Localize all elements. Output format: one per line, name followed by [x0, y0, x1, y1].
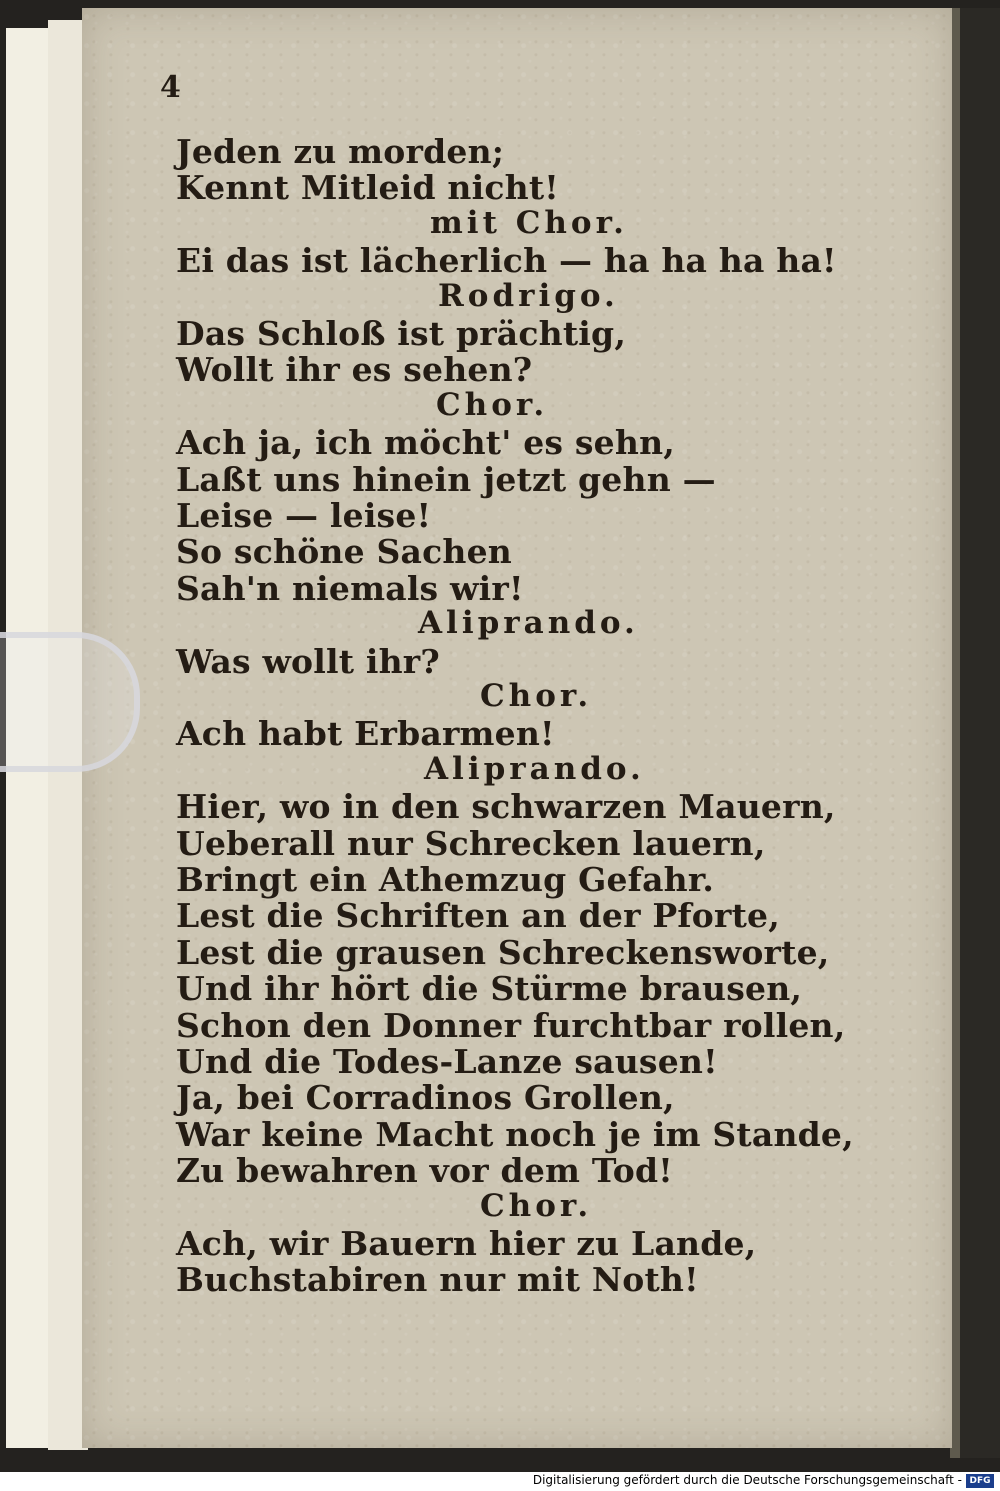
- verse-line: Lest die grausen Schreckensworte,: [176, 932, 830, 972]
- speaker-heading: Rodrigo.: [438, 277, 619, 314]
- speaker-heading: Chor.: [480, 678, 593, 714]
- speaker-heading: mit Chor.: [430, 204, 628, 241]
- verse-line: Wollt ihr es sehen?: [176, 350, 533, 390]
- verse-line: Schon den Donner furchtbar rollen,: [176, 1005, 846, 1045]
- footer-bar: [0, 1472, 1000, 1491]
- verse-line: Leise — leise!: [176, 496, 432, 535]
- page-number: 4: [160, 70, 181, 105]
- verse-line: Laßt uns hinein jetzt gehn —: [176, 459, 716, 499]
- speaker-heading: Aliprando.: [418, 605, 639, 642]
- verse-line: Sah'n niemals wir!: [176, 568, 524, 608]
- verse-line: War keine Macht noch je im Stande,: [176, 1114, 854, 1154]
- verse-line: Ach ja, ich möcht' es sehn,: [176, 423, 675, 463]
- verse-line: Ach, wir Bauern hier zu Lande,: [176, 1224, 757, 1263]
- verse-line: Lest die Schriften an der Pforte,: [176, 896, 780, 936]
- speaker-heading: Aliprando.: [424, 750, 645, 787]
- verse-line: Was wollt ihr?: [176, 641, 440, 681]
- verse-line: Zu bewahren vor dem Tod!: [176, 1151, 673, 1191]
- paper-clip: [0, 632, 140, 772]
- speaker-heading: Chor.: [436, 386, 549, 423]
- verse-line: Jeden zu morden;: [176, 132, 505, 171]
- verse-line: Kennt Mitleid nicht!: [176, 168, 559, 208]
- verse-line: Ach habt Erbarmen!: [176, 714, 555, 754]
- book-gutter-shadow: [960, 8, 1000, 1458]
- verse-line: Bringt ein Athemzug Gefahr.: [176, 860, 715, 899]
- verse-line: Ja, bei Corradinos Grollen,: [176, 1078, 675, 1118]
- verse-line: Buchstabiren nur mit Noth!: [176, 1260, 699, 1300]
- verse-line: Ei das ist lächerlich — ha ha ha ha!: [176, 241, 837, 281]
- verse-line: So schöne Sachen: [176, 532, 512, 572]
- verse-line: Und ihr hört die Stürme brausen,: [176, 969, 803, 1009]
- verse-line: Hier, wo in den schwarzen Mauern,: [176, 787, 836, 827]
- verse-line: Und die Todes-Lanze sausen!: [176, 1042, 718, 1081]
- footer-credit: Digitalisierung gefördert durch die Deutsche Forschungsgemeinschaft -: [532, 1473, 962, 1487]
- speaker-heading: Chor.: [480, 1187, 593, 1224]
- verse-line: Ueberall nur Schrecken lauern,: [176, 823, 766, 863]
- verse-line: Das Schloß ist prächtig,: [176, 314, 627, 353]
- dfg-logo: DFG: [966, 1474, 994, 1488]
